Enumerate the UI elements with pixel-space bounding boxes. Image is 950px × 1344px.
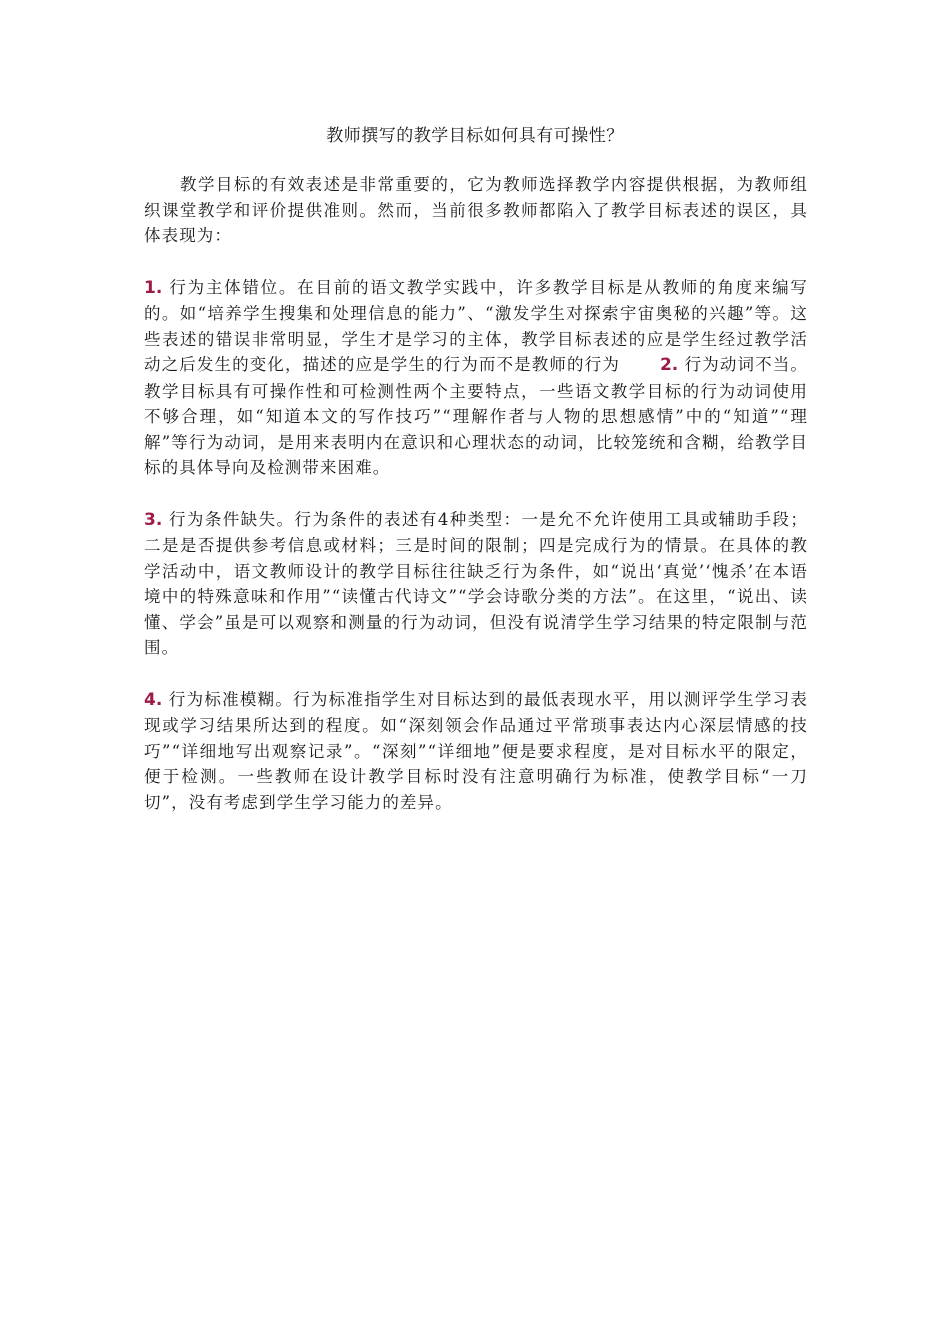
- item-number-1: 1.: [144, 277, 163, 298]
- item-number-2: 2.: [659, 355, 679, 375]
- item-paragraph-3: [144, 507, 808, 661]
- item-text-2: 行为动词不当。教学目标具有可操作性和可检测性两个主要特点，一些语文教学目标的行为动词使用不够合理，如“知道本文的写作技巧”“理解作者与人物的思想感情”中的“知道”“理解”等行为动词，是用来表明内在意识和心理状态的动词，比较笼统和含糊，给教学目标的具体导向及检测带来困难。: [144, 355, 808, 477]
- item-number-4: 4.: [144, 689, 163, 710]
- document-body: [144, 172, 808, 841]
- intro-paragraph: 教学目标的有效表述是非常重要的，它为教师选择教学内容提供根据，为教师组织课堂教学和评价提供准则。然而，当前很多教师都陷入了教学目标表述的误区，具体表现为：: [144, 175, 808, 245]
- item-paragraph-4: [144, 687, 808, 816]
- item-text-1: 行为主体错位。在目前的语文教学实践中，许多教学目标是从教师的角度来编写的。如“培养学生搜集和处理信息的能力”、“激发学生对探索宇宙奥秘的兴趣”等。这些表述的错误非常明显，学生才是学习的主体，教学目标表述的应是学生经过教学活动之后发生的变化，描述的应是学生的行为而不是教师的行为: [144, 277, 808, 374]
- document-title: 教师撰写的教学目标如何具有可操性？: [326, 126, 624, 146]
- item-paragraph-1-2: [144, 275, 808, 481]
- item-text-3: 行为条件缺失。行为条件的表述有4种类型：一是允不允许使用工具或辅助手段；二是是否提供参考信息或材料；三是时间的限制；四是完成行为的情景。在具体的教学活动中，语文教师设计的教学目标往往缺乏行为条件，如“说出‘真觉’‘愧杀’在本语境中的特殊意味和作用”“读懂古代诗文”“学会诗歌分类的方法”。在这里，“说出、读懂、学会”虽是可以观察和测量的行为动词，但没有说清学生学习结果的特定限制与范围。: [144, 509, 808, 657]
- item-text-4: 行为标准模糊。行为标准指学生对目标达到的最低表现水平，用以测评学生学习表现或学习结果所达到的程度。如“深刻领会作品通过平常琐事表达内心深层情感的技巧”“详细地写出观察记录”。“深刻”“详细地”便是要求程度，是对目标水平的限定，便于检测。一些教师在设计教学目标时没有注意明确行为标准，使教学目标“一刀切”，没有考虑到学生学习能力的差异。: [144, 689, 808, 812]
- item-number-3: 3.: [144, 509, 163, 530]
